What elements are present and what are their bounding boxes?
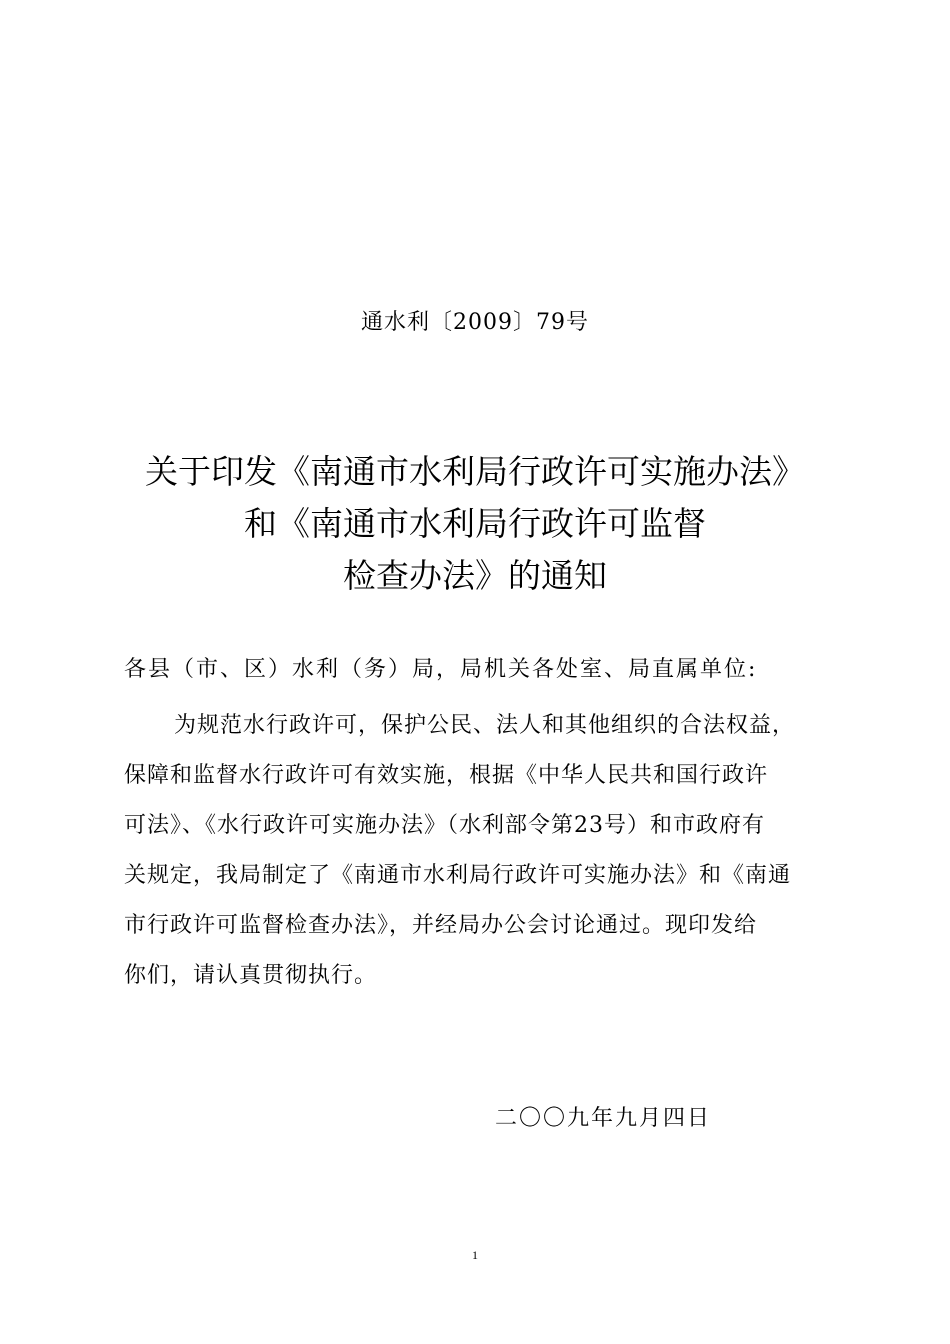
- body-line: 你们，请认真贯彻执行。: [124, 963, 378, 988]
- title-line: 检查办法》的通知: [343, 556, 607, 595]
- issue-date: 二〇〇九年九月四日: [495, 1106, 712, 1131]
- body-paragraph: [124, 701, 844, 1001]
- title-line: 和《南通市水利局行政许可监督: [244, 504, 706, 543]
- salutation: 各县（市、区）水利（务）局，局机关各处室、局直属单位:: [124, 657, 758, 682]
- body-line: 关规定，我局制定了《南通市水利局行政许可实施办法》和《南通: [124, 863, 792, 888]
- body-line: 可法》、《水行政许可实施办法》（水利部令第23号）和市政府有: [124, 813, 765, 838]
- title-line: 关于印发《南通市水利局行政许可实施办法》: [145, 452, 805, 491]
- page-number: 1: [472, 1248, 478, 1262]
- body-line: 为规范水行政许可，保护公民、法人和其他组织的合法权益，: [174, 713, 796, 738]
- body-line: 市行政许可监督检查办法》，并经局办公会讨论通过。现印发给: [124, 913, 758, 938]
- document-title: [0, 446, 950, 602]
- document-number: 通水利〔2009〕79号: [361, 310, 589, 335]
- body-line: 保障和监督水行政许可有效实施，根据《中华人民共和国行政许: [124, 763, 769, 788]
